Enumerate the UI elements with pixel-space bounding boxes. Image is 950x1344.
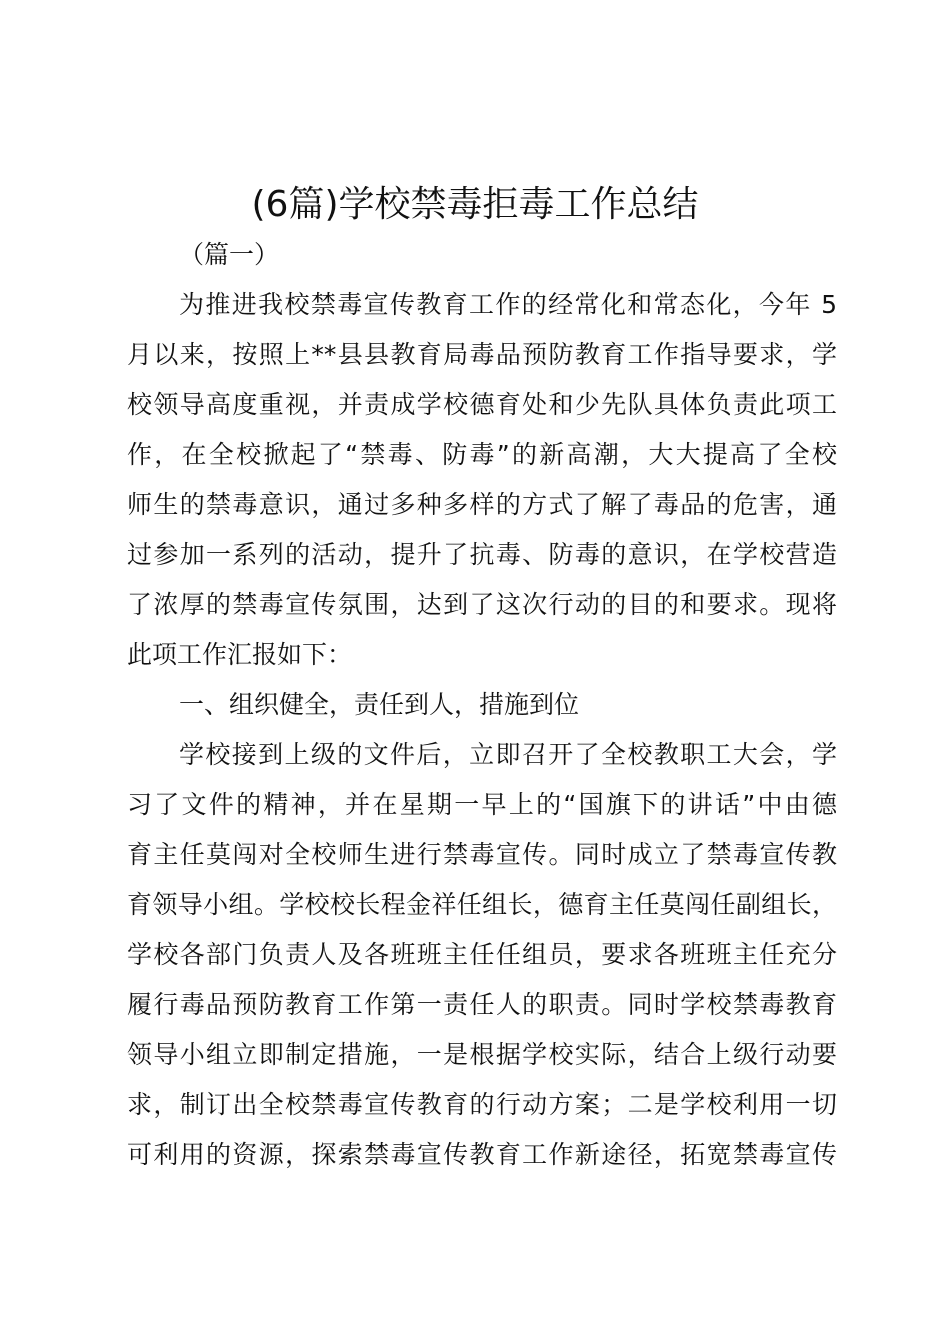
paragraph-line: 领导小组立即制定措施，一是根据学校实际，结合上级行动要 — [127, 1040, 837, 1069]
paragraph-line: 习了文件的精神，并在星期一早上的“国旗下的讲话”中由德 — [127, 790, 837, 819]
paragraph-line: 学校接到上级的文件后，立即召开了全校教职工大会，学 — [179, 740, 837, 769]
paragraph-line: 作，在全校掀起了“禁毒、防毒”的新高潮，大大提高了全校 — [127, 440, 837, 469]
paragraph-line: 月以来，按照上**县县教育局毒品预防教育工作指导要求，学 — [127, 340, 837, 369]
paragraph-line: 为推进我校禁毒宣传教育工作的经常化和常态化，今年 5 — [179, 290, 837, 319]
paragraph-line: 师生的禁毒意识，通过多种多样的方式了解了毒品的危害，通 — [127, 490, 837, 519]
paragraph-line: 求，制订出全校禁毒宣传教育的行动方案；二是学校利用一切 — [127, 1090, 837, 1119]
paragraph-line: 此项工作汇报如下： — [127, 640, 353, 669]
paragraph-line: 履行毒品预防教育工作第一责任人的职责。同时学校禁毒教育 — [127, 990, 837, 1019]
paragraph-line: 校领导高度重视，并责成学校德育处和少先队具体负责此项工 — [127, 390, 837, 419]
paragraph-line: 过参加一系列的活动，提升了抗毒、防毒的意识，在学校营造 — [127, 540, 837, 569]
document-body — [127, 230, 837, 1180]
document-title: (6篇)学校禁毒拒毒工作总结 — [251, 184, 699, 225]
paragraph-organization — [127, 730, 837, 1180]
paragraph-line: 育领导小组。学校校长程金祥任组长，德育主任莫闯任副组长， — [127, 890, 837, 919]
section-subtitle: （篇一） — [179, 240, 280, 269]
paragraph-line: 可利用的资源，探索禁毒宣传教育工作新途径，拓宽禁毒宣传 — [127, 1140, 837, 1169]
paragraph-intro — [127, 280, 837, 680]
section-heading: 一、组织健全，责任到人，措施到位 — [179, 690, 580, 719]
paragraph-line: 了浓厚的禁毒宣传氛围，达到了这次行动的目的和要求。现将 — [127, 590, 837, 619]
paragraph-line: 学校各部门负责人及各班班主任任组员，要求各班班主任充分 — [127, 940, 837, 969]
paragraph-line: 育主任莫闯对全校师生进行禁毒宣传。同时成立了禁毒宣传教 — [127, 840, 837, 869]
